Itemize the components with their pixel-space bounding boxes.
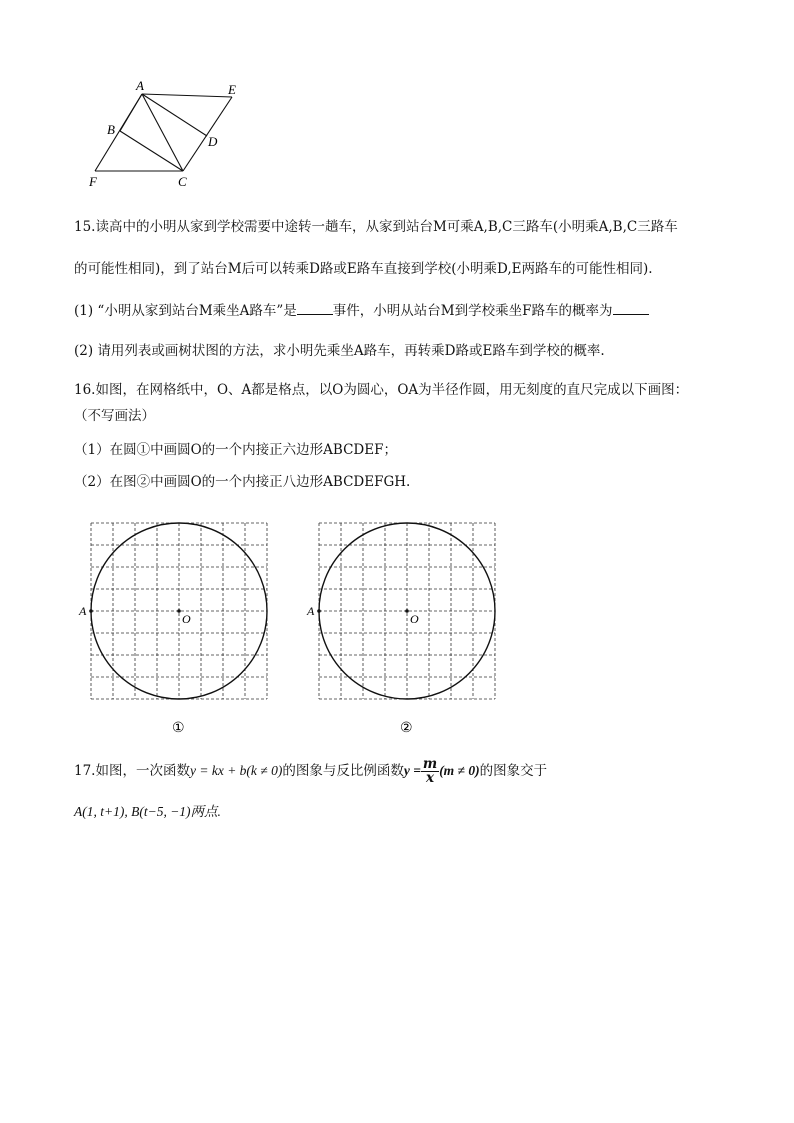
caption-2: ② [400,721,413,736]
label-a-2: A [307,604,315,618]
q17-eq2-rhs: (m ≠ 0) [439,763,480,778]
label-e: E [228,82,236,97]
q15-part1-b: 事件，小明从站台M到学校乘坐F路车的概率为 [332,303,613,319]
label-o-2: O [410,612,419,626]
label-a: A [136,78,144,93]
label-c: C [178,174,187,189]
q17-line1 [74,758,547,785]
label-b: B [107,122,115,137]
q15-line1: 15.读高中的小明从家到学校需要中途转一趟车，从家到站台M可乘A,B,C三路车(小明乘A,B,C三路车 [74,219,678,235]
q16-line3: （1）在圆①中画圆O的一个内接正六边形ABCDEF； [74,442,397,458]
point-a-1 [89,609,93,613]
q17-line2: A(1, t+1), B(t−5, −1)两点. [74,804,221,819]
q15-part1-a: (1) “小明从家到站台M乘坐A路车”是 [74,303,297,319]
point-a-2 [317,609,321,613]
q17-text-c: 的图象交于 [479,763,548,779]
q17-fraction [421,758,439,785]
q17-text-b: 的图象与反比例函数 [282,763,404,779]
q17-eq1: y = kx + b(k ≠ 0) [189,763,283,778]
q17-text-a: 17.如图，一次函数 [74,763,190,779]
answer-blank-1[interactable] [297,300,333,315]
q17-eq2-lhs: y = [403,763,421,778]
label-a-1: A [79,604,87,618]
grid-figure-2 [302,515,512,745]
q15-line2: 的可能性相同)，到了站台M后可以转乘D路或E路车直接到学校(小明乘D,E两路车的可能性相同). [74,261,653,277]
answer-blank-2[interactable] [613,300,649,315]
q16-line2: （不写画法） [74,408,155,424]
point-o-1 [177,609,181,613]
q16-line1: 16.如图，在网格纸中，O、A都是格点，以O为圆心，OA为半径作圆，用无刻度的直尺完成以下画图： [74,382,689,398]
frac-numerator: m [422,756,438,772]
point-o-2 [405,609,409,613]
grid-figure-1 [74,515,284,745]
q15-part1 [74,300,649,321]
caption-1: ① [172,721,185,736]
q16-line4: （2）在图②中画圆O的一个内接正八边形ABCDEFGH. [74,474,411,490]
figure-q14 [80,76,260,196]
label-f: F [89,174,97,189]
q15-part2: (2) 请用列表或画树状图的方法，求小明先乘坐A路车，再转乘D路或E路车到学校的概率. [74,343,605,359]
frac-denominator: x [426,770,435,786]
label-d: D [208,134,218,149]
label-o-1: O [182,612,191,626]
